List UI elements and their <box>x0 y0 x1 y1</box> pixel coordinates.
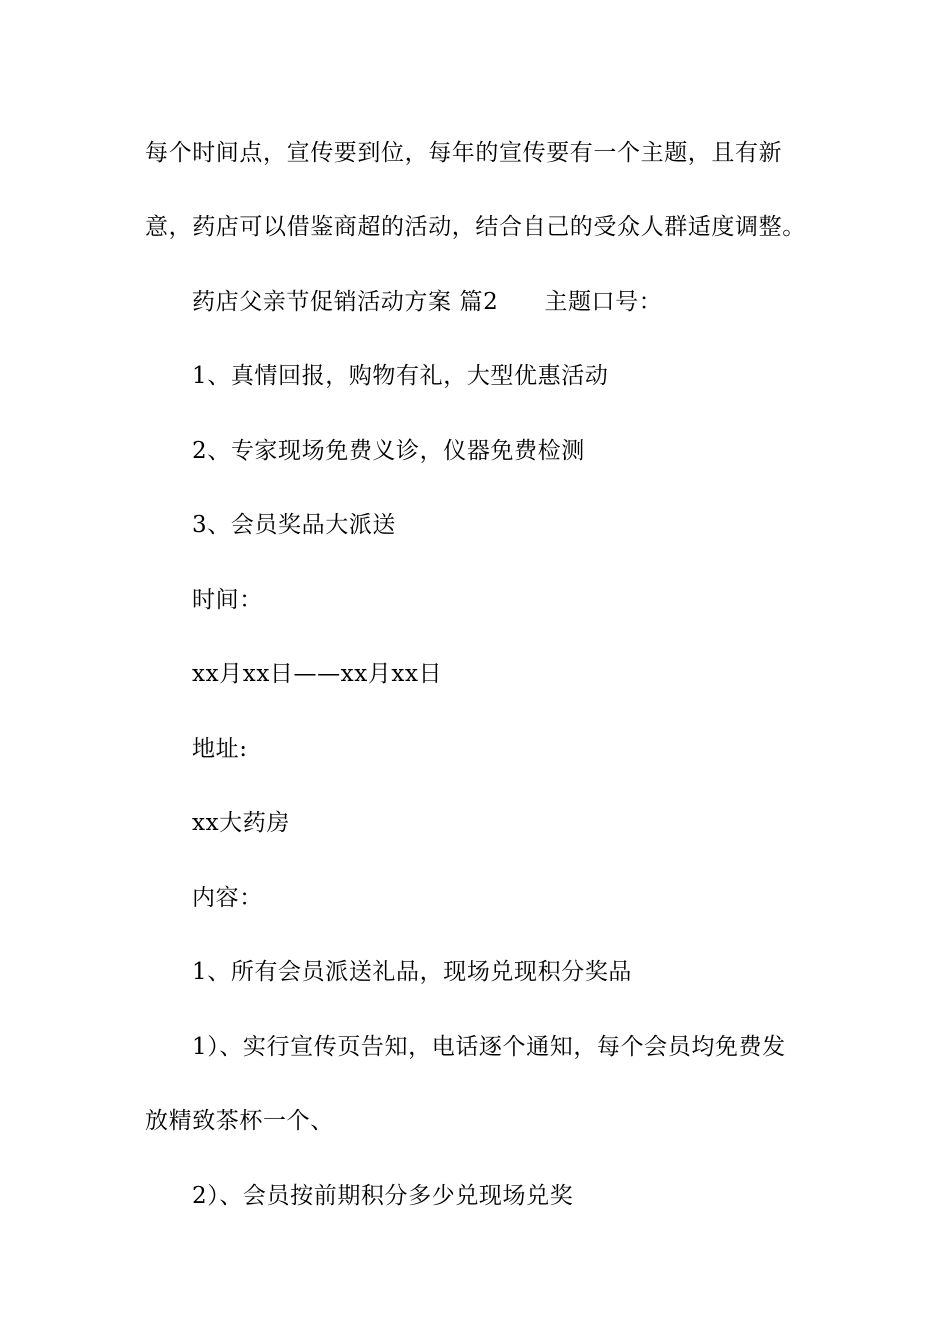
time-value: xx月xx日——xx月xx日 <box>192 661 443 687</box>
section-heading-line <box>192 287 662 317</box>
content-label: 内容： <box>192 885 263 911</box>
content-subitem: 2）、会员按前期积分多少兑现场兑奖 <box>192 1183 574 1209</box>
theme-slogan-label: 主题口号： <box>544 289 663 315</box>
paragraph-line: 每个时间点，宣传要到位，每年的宣传要有一个主题，且有新 <box>145 140 783 166</box>
address-label: 地址: <box>192 736 248 762</box>
content-subitem: 1）、实行宣传页告知，电话逐个通知，每个会员均免费发 <box>192 1034 786 1060</box>
slogan-item: 3、会员奖品大派送 <box>192 512 397 538</box>
slogan-item: 1、真情回报，购物有礼，大型优惠活动 <box>192 363 609 389</box>
paragraph-line: 意，药店可以借鉴商超的活动，结合自己的受众人群适度调整。 <box>145 214 806 240</box>
slogan-item: 2、专家现场免费义诊，仪器免费检测 <box>192 438 585 464</box>
section-title: 药店父亲节促销活动方案 篇2 <box>192 289 499 315</box>
address-value: xx大药房 <box>192 810 290 836</box>
content-item: 1、所有会员派送礼品，现场兑现积分奖品 <box>192 959 633 985</box>
time-label: 时间： <box>192 587 263 613</box>
content-subitem-continuation: 放精致茶杯一个、 <box>145 1108 334 1134</box>
